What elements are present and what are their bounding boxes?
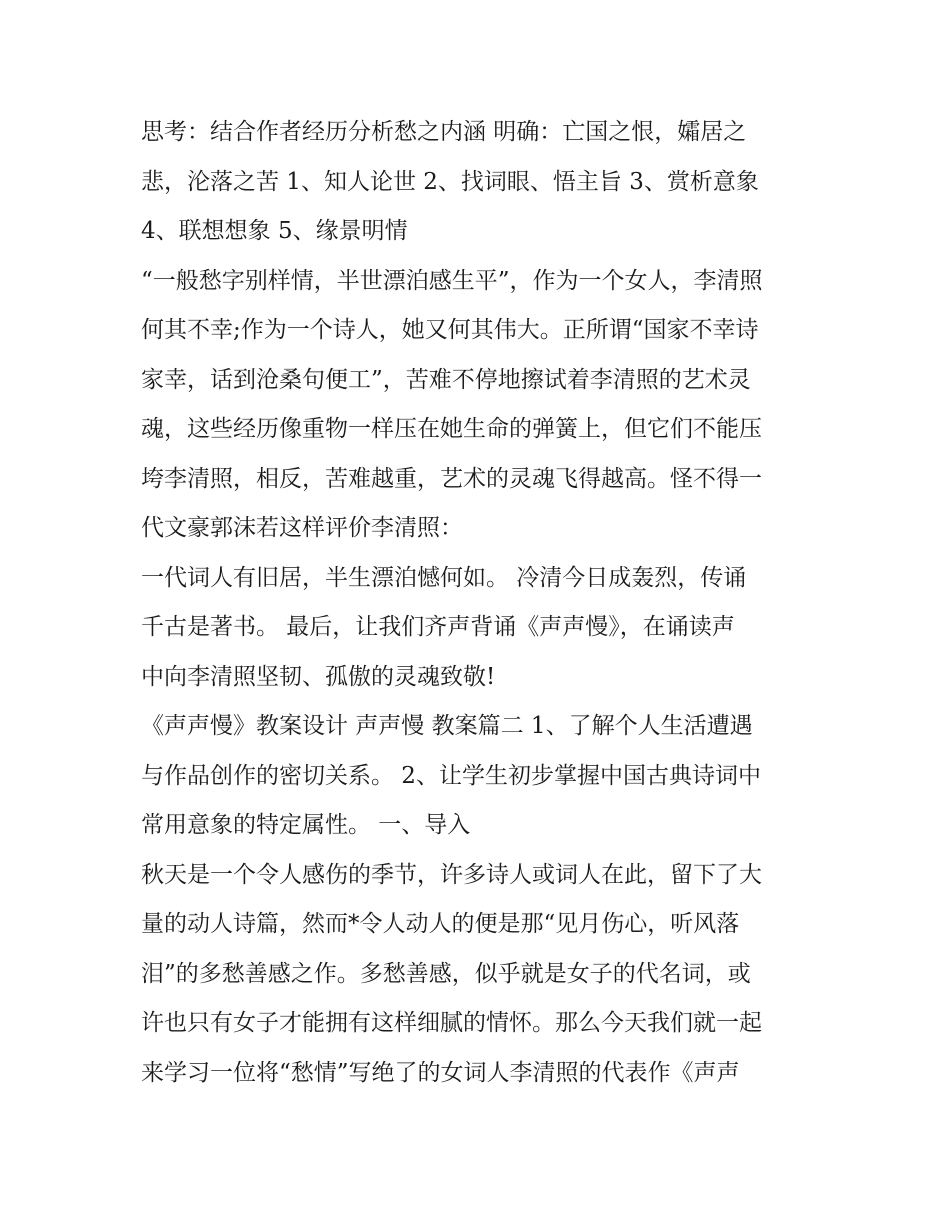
text-line: 泪”的多愁善感之作。多愁善感，似乎就是女子的代名词，或: [141, 960, 751, 987]
text-line: 垮李清照，相反，苦难越重，艺术的灵魂飞得越高。怪不得一: [141, 465, 762, 492]
document-body: [141, 108, 841, 1098]
text-line: 悲，沦落之苦 1、知人论世 2、找词眼、悟主旨 3、赏析意象: [141, 168, 759, 195]
text-line: 一代词人有旧居，半生漂泊憾何如。 冷清今日成轰烈，传诵: [141, 564, 747, 591]
text-line: 与作品创作的密切关系。 2、让学生初步掌握中国古典诗词中: [141, 762, 761, 789]
text-line: 家幸，话到沧桑句便工”，苦难不停地擦试着李清照的艺术灵: [141, 366, 751, 393]
text-line: 何其不幸;作为一个诗人，她又何其伟大。正所谓“国家不幸诗: [141, 317, 759, 343]
text-line: 思考：结合作者经历分析愁之内涵 明确：亡国之恨，孀居之: [141, 119, 747, 145]
text-line: 量的动人诗篇，然而*令人动人的便是那“见月伤心，听风落: [141, 911, 740, 937]
text-line: 4、联想想象 5、缘景明情: [141, 218, 408, 244]
text-line: 魂，这些经历像重物一样压在她生命的弹簧上，但它们不能压: [141, 416, 762, 442]
text-line: 许也只有女子才能拥有这样细腻的情怀。那么今天我们就一起: [141, 1010, 762, 1036]
text-line: 常用意象的特定属性。 一、导入: [141, 812, 471, 838]
text-line: 代文豪郭沫若这样评价李清照：: [141, 515, 463, 541]
text-line: “一般愁字别样情，半世漂泊感生平”，作为一个女人，李清照: [141, 267, 763, 294]
text-line: 来学习一位将“愁情”写绝了的女词人李清照的代表作《声声: [141, 1059, 740, 1086]
text-line: 《声声慢》教案设计 声声慢 教案篇二 1、了解个人生活遭遇: [141, 713, 753, 739]
text-line: 秋天是一个令人感伤的季节，许多诗人或词人在此，留下了大: [141, 861, 762, 888]
text-line: 千古是著书。 最后，让我们齐声背诵《声声慢》，在诵读声: [141, 614, 735, 640]
text-line: 中向李清照坚韧、孤傲的灵魂致敬!: [141, 663, 496, 690]
